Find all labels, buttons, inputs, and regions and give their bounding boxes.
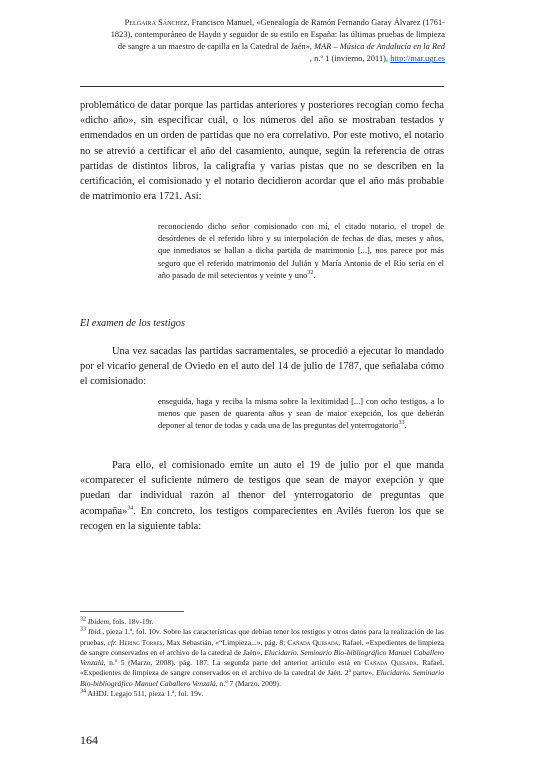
footnote-33-ibid: Ibid. [88,627,103,637]
paragraph-2: Una vez sacadas las partidas sacramentales, se procedió a ejecutar lo mandado por el vicario general de Oviedo en el auto del 14 de julio de 1787, que señalaba cómo el comisionado: [80,346,444,388]
footnote-33-journal-2: Elucidario. Seminario Bio-bibliográfico Manuel Caballero Venzalá [80,668,444,688]
footnote-34-number: 34 [80,688,86,695]
footnote-33-text-f: , n.º 7 (Marzo, 2009). [215,678,281,688]
footnote-33-text-d: , n.º 5 (Marzo, 2008), pág. 187. La segunda parte del anterior artículo está en [103,658,365,668]
footnote-33-text-b: , Max Sebastián, «“Limpieza...», pág. 8; [162,637,288,647]
footnote-33-author-3: Cañada Quesada [364,658,417,668]
footnote-ref-32[interactable]: 32 [307,270,314,277]
header-url-link[interactable]: http://mar.ugr.es [390,54,445,64]
footnote-32-number: 32 [80,616,86,623]
block-quote-1: reconociendo dicho señor comisionado con mí, el citado notario, el tropel de desórdenes de el referido libro y su interpolación de fechas de días, meses y años, que inmediatos se hallan a dicha partida de matrimonio [...], nos parece por más seguro que el referido matrimonio del Julián y María Antonia de el Río sería en el año pasado de mil setecientos y veinte y uno$^{32}$. [158,222,444,280]
footnotes [80,617,444,699]
paragraph-3-text-b: . En concreto, los testigos comparecientes en Avilés fueron los que se recogen en la siguiente tabla: [80,505,444,532]
footnote-ref-34[interactable]: 34 [127,505,134,512]
header-journal: MAR – Música de Andalucía en la Red [314,42,445,52]
footnote-33-text-c: , Rafael, «Expedientes de limpieza de sangre conservados en el archivo de la catedral de Jaén», [80,637,445,657]
header-line3: de sangre a un maestro de capilla en la Catedral de Jaén», [117,42,315,52]
running-header [60,17,445,65]
block-quote-2: enseguida, haga y reciba la misma sobre la lexitimidad [...] con ocho testigos, a lo menos que pasen de quarenta años y sean de maior exepción, los que deberán deponer al tenor de todas y cada una de las preguntas del ynterrogatorio$^{33}$. [158,397,444,431]
footnote-33-author-1: Hering Torres [119,637,163,647]
footnote-divider [80,611,184,612]
footnote-33-cfr: cfr. [107,637,118,647]
footnote-33-text-e: , Rafael, «Expedientes de limpieza de sangre conservados en el archivo de la catedral de Jaén. 2ª parte», [80,658,445,678]
footnote-32-text: , fols. 18v-19r. [109,617,154,626]
header-line2: 1823), contemporáneo de Haydn y seguidor de su estilo en España: las últimas pruebas de limpieza [110,30,445,40]
footnote-34 [80,689,444,699]
block-quote-1-text: reconociendo dicho señor comisionado con mí, el citado notario, el tropel de desórdenes de el referido libro y su interpolación de fechas de días, meses y años, que inmediatos se hallan a dicha partida de matrimonio [...], nos parece por más seguro que el referido matrimonio del Julián y María Antonia de el Río sería en el año pasado de mil setecientos y veinte y uno [158,222,444,280]
footnote-33-text-a: , pieza 1.ª, fol. 10v. Sobre las características que debían tener los testigos y otros datos para la realización de las pruebas, [80,627,444,647]
footnote-33 [80,627,444,689]
footnote-33-author-2: Cañada Quesada [287,637,339,647]
footnote-ref-33[interactable]: 33 [398,420,405,427]
header-line1: , Francisco Manuel, «Genealogía de Ramón Fernando Garay Álvarez (1761- [187,18,445,27]
page-number: 164 [80,733,98,747]
paragraph-3 [80,458,444,534]
footnote-33-journal-1: Elucidario. Seminario Bio-bibliográfico Manuel Caballero Venzalá [80,647,444,668]
footnote-33-number: 33 [80,626,86,633]
paragraph-3-text-a: Para ello, el comisionado emite un auto el 19 de julio por el que manda «comparecer el suficiente número de testigos que sean de mayor exepción y que puedan dar individual razón al thenor del ynterrogatorio de preguntas que acompaña» [80,460,444,517]
block-quote-2-text: enseguida, haga y reciba la misma sobre la lexitimidad [...] con ocho testigos, a lo menos que pasen de quarenta años y sean de maior exepción, los que deberán deponer al tenor de todas y cada una de las preguntas del ynterrogatorio [158,397,444,431]
footnote-32 [80,617,444,627]
footnote-32-ibidem: Ibidem [87,617,109,626]
header-author: Pelgaira Sánchez [124,18,188,27]
header-line4: , n.º 1 (invierno, 2011), [309,54,391,64]
paragraph-1: problemático de datar porque las partidas anteriores y posteriores recogían como fecha «dicho año», sin especificar cuál, o los números del año se mostraban testados y enmendados en un orden de partidas que no era correlativo. Por este motivo, el notario no se atrevió a certificar el año del casamiento, aunque, según la referencia de otras partidas de distintos libros, la caligrafía y varias pistas que no se describen en la certificación, el comisionado y el notario decidieron acordar que el año más probable de matrimonio era 1721. Así: [80,100,444,203]
header-divider [80,86,444,87]
footnote-34-text: AHDJ. Legajo 511, pieza 1.ª, fol. 19v. [86,689,204,699]
section-heading: El examen de los testigos [80,318,186,329]
